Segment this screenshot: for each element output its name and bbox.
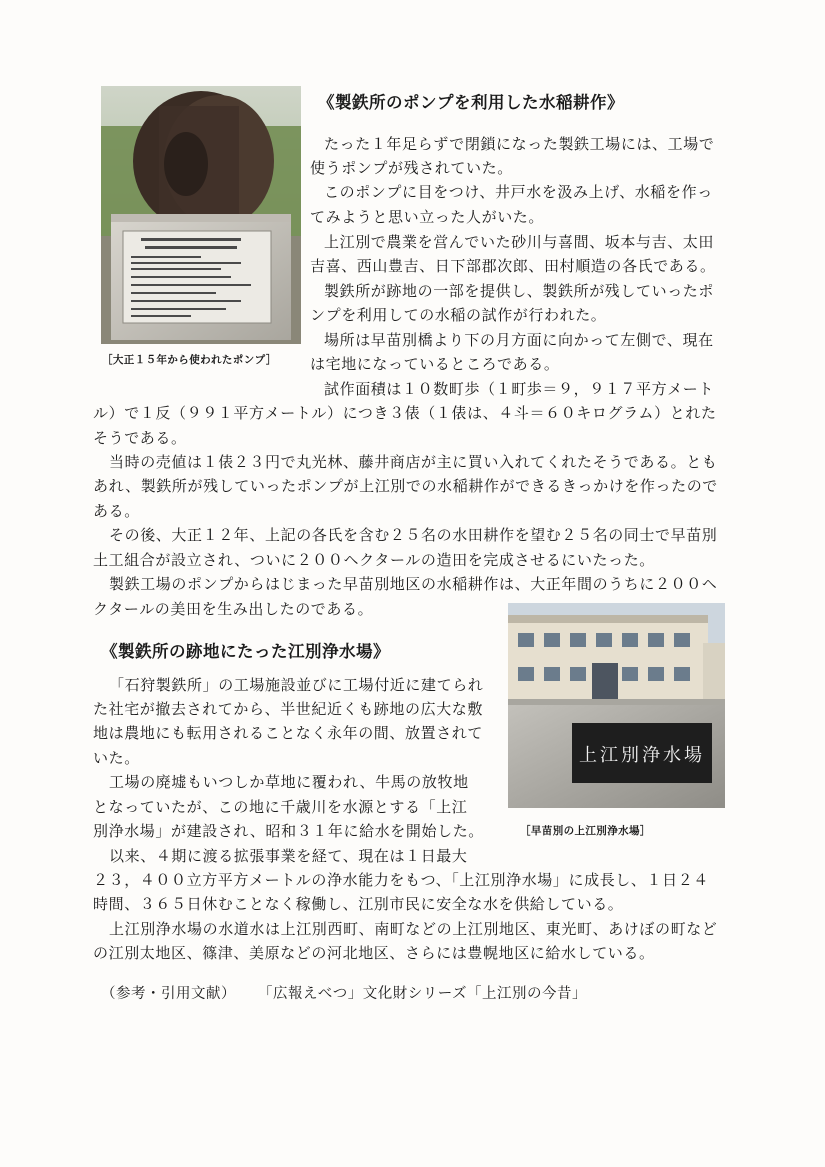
pump-photo-caption: ［大正１５年から使われたポンプ］ [102, 354, 277, 366]
section2-line: 別浄水場」が建設され、昭和３１年に給水を開始した。 [93, 822, 484, 840]
section1-line: 場所は早苗別橋より下の月方面に向かって左側で、現在 [324, 331, 714, 349]
section1-line: その後、大正１２年、上記の各氏を含む２５名の水田耕作を望む２５名の同士で早苗別 [109, 526, 718, 544]
section2-line: 上江別浄水場の水道水は上江別西町、南町などの上江別地区、東光町、あけぼの町など [109, 920, 718, 938]
section2-line: た社宅が撤去されてから、半世紀近くも跡地の広大な敷 [93, 700, 484, 718]
references-label: （参考・引用文献） [101, 986, 236, 1002]
section2-line: 工場の廃墟もいつしか草地に覆われ、牛馬の放牧地 [109, 773, 469, 791]
pump-photo-image [101, 86, 301, 344]
section2-line: ２３，４００立方平方メートルの浄水能力をもつ、「上江別浄水場」に成長し、１日２４ [93, 871, 709, 889]
section2-line: の江別太地区、篠津、美原などの河北地区、さらには豊幌地区に給水している。 [93, 944, 655, 962]
section1-line: 試作面積は１０数町歩（１町歩＝９，９１７平方メート [324, 380, 715, 398]
section1-line: このポンプに目をつけ、井戸水を汲み上げ、水稲を作っ [324, 183, 713, 201]
water-plant-photo-image [508, 603, 725, 808]
section1-line: 上江別で農業を営んでいた砂川与喜間、坂本与吉、太田 [324, 233, 715, 251]
section1-line: 当時の売値は１俵２３円で丸光林、藤井商店が主に買い入れてくれたそうである。とも [109, 453, 718, 471]
pump-photo [101, 86, 301, 344]
section1-heading: 《製鉄所のポンプを利用した水稲耕作》 [318, 93, 624, 112]
section2-line: 地は農地にも転用されることなく永年の間、放置されて [93, 724, 484, 742]
section1-line: ル）で１反（９９１平方メートル）につき３俵（１俵は、４斗＝６０キログラム）とれた [93, 404, 717, 422]
water-plant-photo-caption: ［早苗別の上江別浄水場］ [520, 825, 651, 837]
section1-line: ある。 [93, 502, 140, 520]
section1-line: 土工組合が設立され、ついに２００ヘクタールの造田を完成させるにいたった。 [93, 551, 655, 569]
section1-line: てみようと思い立った人がいた。 [310, 208, 545, 226]
section1-line: 使うポンプが残されていた。 [310, 159, 513, 177]
section2-line: 時間、３６５日休むことなく稼働し、江別市民に安全な水を供給している。 [93, 895, 624, 913]
section2-line: いた。 [93, 749, 140, 767]
section2-line: 以来、４期に渡る拡張事業を経て、現在は１日最大 [109, 847, 468, 865]
section1-line: 製鉄所が跡地の一部を提供し、製鉄所が残していったポ [324, 282, 715, 300]
section1-line: たった１年足らずで閉鎖になった製鉄工場には、工場で [324, 135, 715, 153]
section1-line: そうである。 [93, 429, 187, 447]
water-plant-photo [508, 603, 725, 808]
section2-heading: 《製鉄所の跡地にたった江別浄水場》 [101, 642, 390, 661]
section1-line: ンプを利用しての水稲の試作が行われた。 [310, 306, 607, 324]
section1-line: あれ、製鉄所が残していったポンプが上江別での水稲耕作ができるきっかけを作ったので [93, 477, 718, 495]
section1-line: クタールの美田を生み出したのである。 [93, 600, 374, 618]
section2-line: 「石狩製鉄所」の工場施設並びに工場付近に建てられ [109, 676, 484, 694]
section1-line: 製鉄工場のポンプからはじまった早苗別地区の水稲耕作は、大正年間のうちに２００ヘ [109, 575, 718, 593]
section1-line: 吉喜、西山豊吉、日下部郡次郎、田村順造の各氏である。 [310, 257, 716, 275]
water-plant-sign-text: 上江別浄水場 [579, 745, 705, 766]
references-source: 「広報えべつ」文化財シリーズ「上江別の今昔」 [258, 986, 587, 1002]
section1-line: は宅地になっているところである。 [310, 355, 560, 373]
section2-line: となっていたが、この地に千歳川を水源とする「上江 [93, 798, 468, 816]
